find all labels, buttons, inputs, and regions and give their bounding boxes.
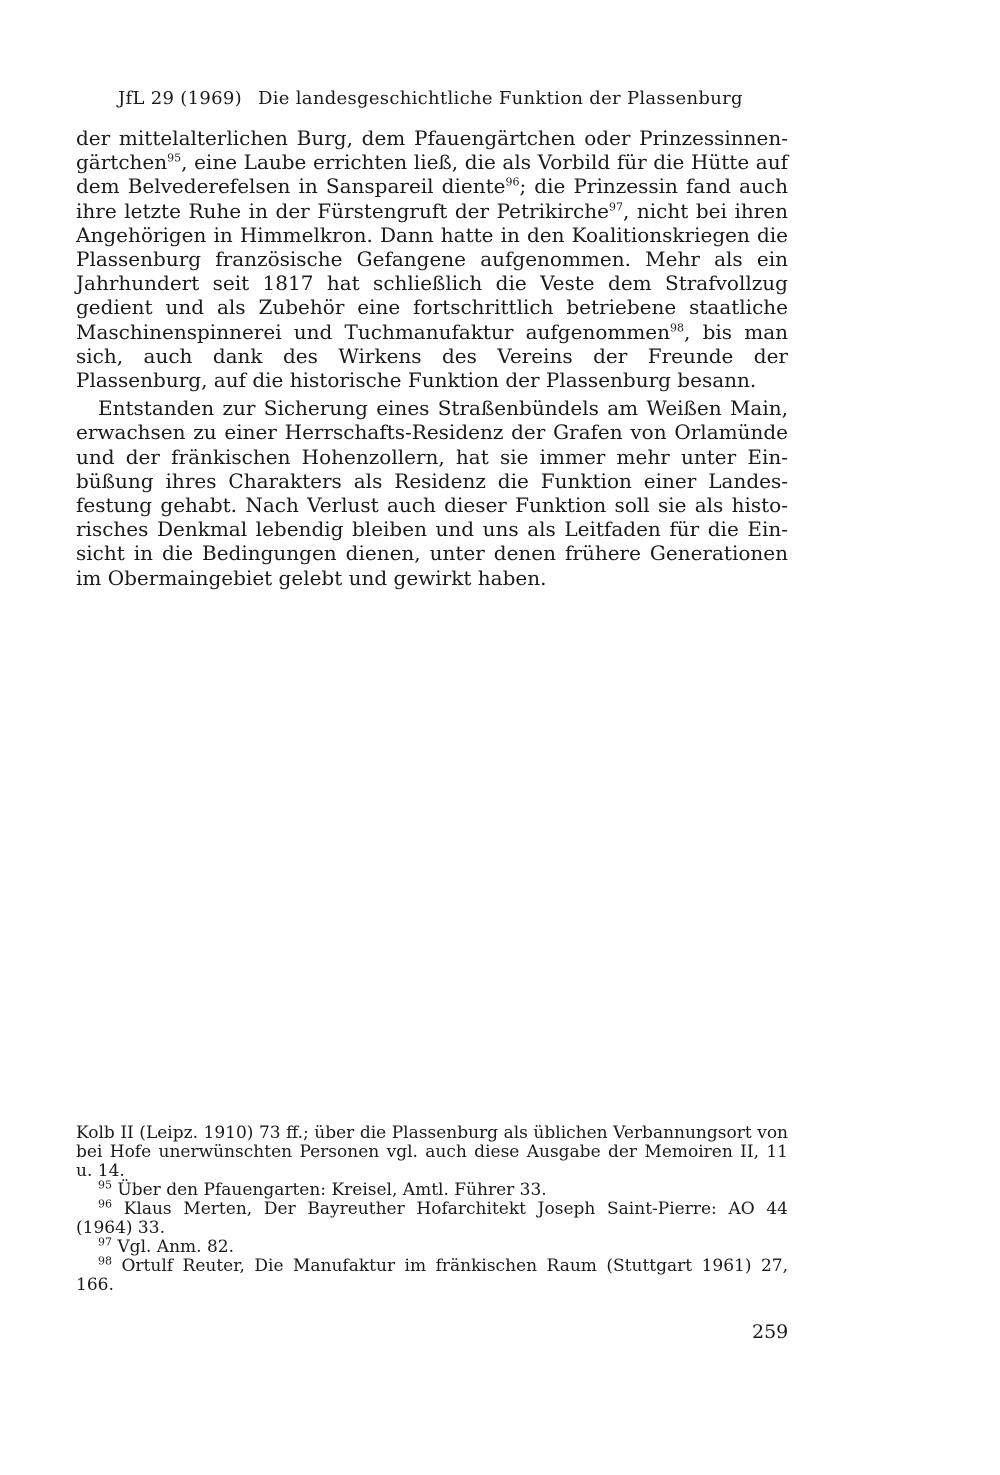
footnote-text: Vgl. Anm. 82. [112, 1237, 234, 1257]
paragraph-1 [76, 126, 788, 392]
footnote-95 [76, 1178, 788, 1200]
footnote-number: 98 [98, 1254, 112, 1268]
footnote-96 [76, 1197, 788, 1238]
footnote-text: Ortulf Reuter, Die Manufaktur im fränkischen Raum (Stuttgart 1961) 27, 166. [76, 1256, 788, 1295]
page-number: 259 [752, 1321, 789, 1343]
footnote-text: Klaus Merten, Der Bayreuther Hofarchitekt Joseph Saint-Pierre: AO 44 (1964) 33. [76, 1199, 788, 1238]
footnote-ref-98: 98 [670, 320, 685, 334]
text-segment: , eine Laube errichten ließ, die als Vorbild für die Hütte auf dem Belvederefelsen in Sanspareil diente [76, 150, 788, 199]
text-segment: ; die Prinzessin fand auch ihre letzte Ruhe in der Fürstengruft der Petrikirche [76, 174, 789, 223]
footnote-number: 95 [98, 1178, 112, 1192]
text-segment: , nicht bei ihren Angehörigen in Himmelkron. Dann hatte in den Koalitionskriegen die Plassenburg französische Gefangene aufgenommen. Mehr als ein Jahrhundert seit 1817 hat schließlich die Veste dem Strafvollzug gedient und als Zubehör eine fortschrittlich betriebene staatliche Maschinenspinnerei und Tuchmanufaktur aufgenommen [76, 198, 788, 344]
text-segment: , bis man sich, auch dank des Wirkens des Vereins der Freunde der Plassenburg, auf die historische Funktion der Plassenburg besann. [76, 319, 788, 393]
footnote-continuation: Kolb II (Leipz. 1910) 73 ff.; über die Plassenburg als üblichen Verbannungsort von bei Hofe unerwünschten Personen vgl. auch diese Ausgabe der Memoiren II, 11 u. 14. [76, 1123, 788, 1181]
footnote-text: Über den Pfauengarten: Kreisel, Amtl. Führer 33. [112, 1180, 547, 1200]
footnote-97 [76, 1235, 788, 1257]
footnote-98 [76, 1254, 788, 1295]
footnotes [76, 1124, 788, 1295]
journal-reference: JfL 29 (1969) [118, 88, 242, 109]
paragraph-2: Entstanden zur Sicherung eines Straßenbündels am Weißen Main, erwachsen zu einer Herrschafts-Residenz der Grafen von Orlamünde und der fränkischen Hohenzollern, hat sie immer mehr unter Einbüßung ihres Charakters als Residenz die Funktion einer Landesfestung gehabt. Nach Verlust auch dieser Funktion soll sie als historisches Denkmal lebendig bleiben und uns als Leitfaden für die Einsicht in die Bedingungen dienen, unter denen frühere Generationen im Obermaingebiet gelebt und gewirkt haben. [76, 396, 788, 590]
body-text [76, 126, 788, 590]
footnote-ref-96: 96 [505, 175, 520, 189]
footnote-number: 97 [98, 1235, 112, 1249]
article-title: Die landesgeschichtliche Funktion der Plassenburg [257, 88, 743, 109]
footnote-ref-97: 97 [608, 199, 623, 213]
text-segment: der mittelalterlichen Burg, dem Pfauengärtchen oder Prinzessinnengärtchen [76, 126, 788, 175]
footnote-number: 96 [98, 1197, 112, 1211]
running-head [118, 88, 758, 109]
footnote-ref-95: 95 [167, 151, 182, 165]
